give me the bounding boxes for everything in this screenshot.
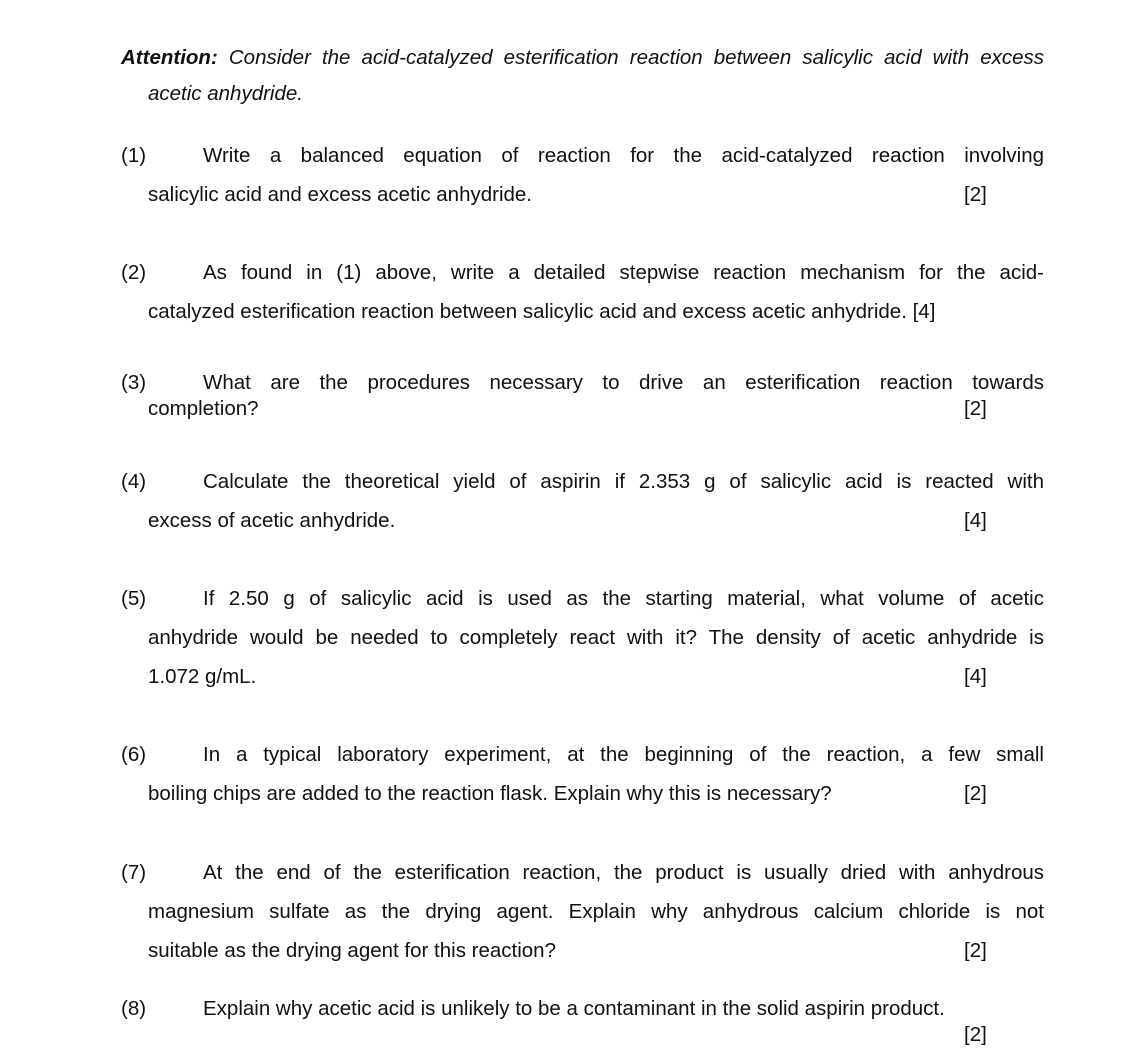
question-7 (121, 853, 1044, 970)
question-number: (2) (121, 261, 147, 284)
question-6 (121, 735, 1044, 813)
attention-text-line1: Consider the acid-catalyzed esterification reaction between salicylic acid with excess (228, 46, 1045, 69)
question-marks: [2] (964, 397, 987, 420)
question-text-line2: anhydride would be needed to completely react with it? The density of acetic anhydride is (148, 626, 1044, 649)
question-text-line1: In a typical laboratory experiment, at the beginning of the reaction, a few small (203, 743, 1044, 766)
question-text-line1: As found in (1) above, write a detailed stepwise reaction mechanism for the acid- (203, 261, 1044, 284)
question-text-line3: suitable as the drying agent for this reaction? (148, 939, 556, 962)
question-text-line1: Calculate the theoretical yield of aspirin if 2.353 g of salicylic acid is reacted with (203, 470, 1044, 493)
question-1 (121, 136, 1044, 214)
question-text-line1: If 2.50 g of salicylic acid is used as the starting material, what volume of acetic (203, 587, 1044, 610)
question-text-line2: boiling chips are added to the reaction flask. Explain why this is necessary? (148, 782, 832, 805)
question-2 (121, 253, 1044, 331)
question-number: (8) (121, 997, 147, 1020)
question-number: (6) (121, 743, 147, 766)
question-text-line1: What are the procedures necessary to drive an esterification reaction towards (203, 371, 1044, 394)
question-number: (3) (121, 371, 147, 394)
question-4 (121, 462, 1044, 540)
question-number: (5) (121, 587, 147, 610)
question-8 (121, 996, 1044, 1048)
question-marks: [4] (964, 665, 987, 688)
attention-note (121, 40, 1044, 112)
question-text-line2: salicylic acid and excess acetic anhydride. (148, 183, 532, 206)
question-3 (121, 370, 1044, 422)
question-5 (121, 579, 1044, 696)
question-text-line1: Explain why acetic acid is unlikely to be a contaminant in the solid aspirin product. (203, 997, 945, 1020)
question-text-line1: Write a balanced equation of reaction for the acid-catalyzed reaction involving (203, 144, 1044, 167)
question-number: (7) (121, 861, 147, 884)
question-marks: [2] (964, 183, 987, 206)
question-marks: [2] (964, 782, 987, 805)
question-marks: [2] (964, 939, 987, 962)
attention-text-line2: acetic anhydride. (148, 82, 303, 105)
question-marks: [2] (964, 1023, 987, 1046)
question-text-line2: magnesium sulfate as the drying agent. Explain why anhydrous calcium chloride is not (148, 900, 1044, 923)
question-text-line2: excess of acetic anhydride. (148, 509, 396, 532)
question-text-line2: completion? (148, 397, 259, 420)
question-text-line3: 1.072 g/mL. (148, 665, 257, 688)
question-number: (1) (121, 144, 147, 167)
question-marks: [4] (964, 509, 987, 532)
question-text-line1: At the end of the esterification reaction, the product is usually dried with anhydrous (203, 861, 1044, 884)
attention-label: Attention: (121, 46, 218, 69)
question-text-line2: catalyzed esterification reaction between salicylic acid and excess acetic anhydride. [4] (148, 300, 936, 323)
question-number: (4) (121, 470, 147, 493)
